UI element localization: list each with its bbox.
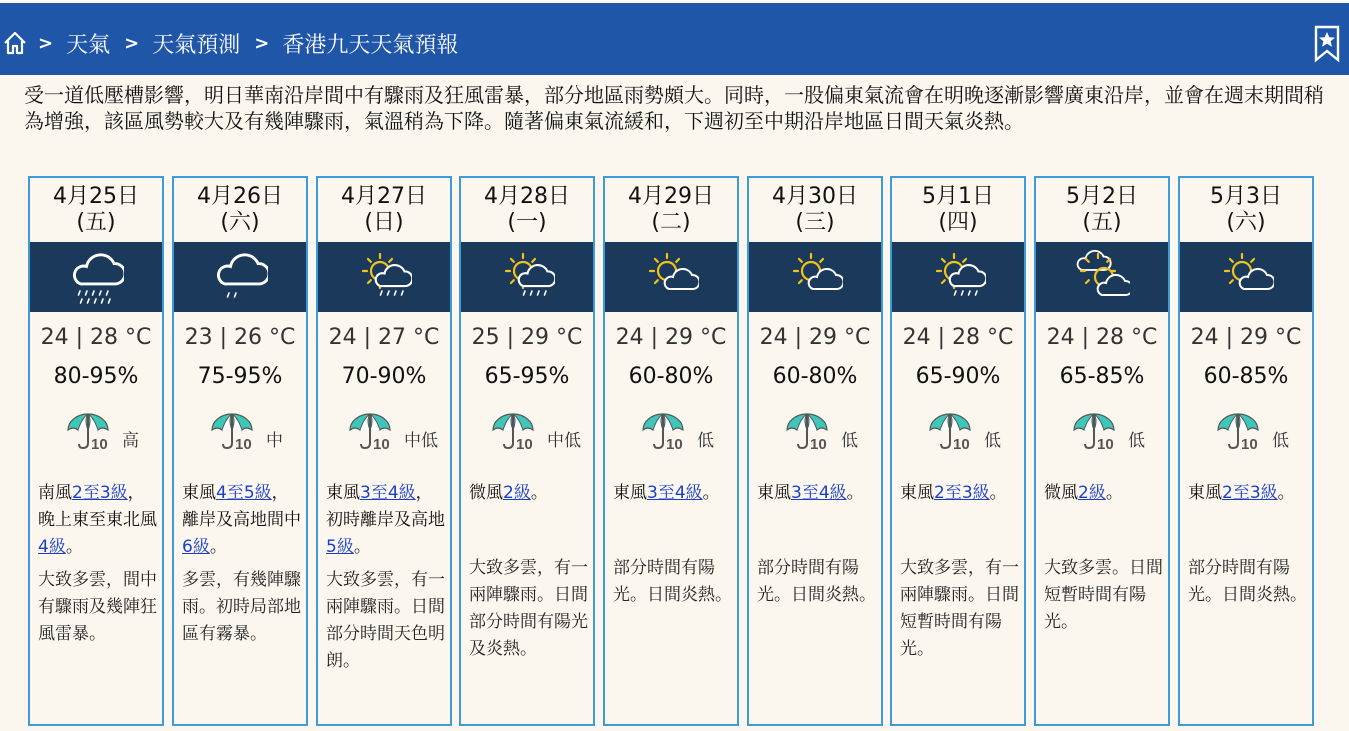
probability-significant-rain: [30, 412, 162, 456]
forecast-date: 5月2日: [1066, 184, 1138, 209]
forecast-day-card: [1034, 176, 1170, 726]
weather-icon-band: [1036, 242, 1168, 312]
forecast-day-card: [28, 176, 164, 726]
forecast-weekday: (三): [795, 210, 835, 235]
relative-humidity: 80-95%: [53, 364, 139, 389]
svg-text:10: 10: [373, 436, 390, 453]
wind-forecast: [900, 480, 1020, 507]
wind-text: 東風: [1188, 483, 1222, 503]
weather-description: 大致多雲，間中有驟雨及幾陣狂風雷暴。: [38, 570, 157, 644]
wind-forecast: [469, 480, 589, 507]
wind-force-link[interactable]: 3至4級: [791, 483, 847, 503]
psr-level: 低: [697, 431, 714, 451]
relative-humidity: 65-85%: [1059, 364, 1145, 389]
svg-text:10: 10: [1241, 436, 1258, 453]
bookmark-star-icon[interactable]: [1314, 25, 1340, 63]
wind-force-link[interactable]: 6級: [182, 537, 210, 557]
sunny-periods-icon: [1218, 249, 1274, 305]
wind-force-link[interactable]: 2至3級: [72, 483, 128, 503]
wind-text: 東風: [613, 483, 647, 503]
wind-force-link[interactable]: 5級: [326, 537, 354, 557]
breadcrumb-weather[interactable]: 天氣: [66, 32, 111, 58]
umbrella-psr-icon: [64, 412, 114, 454]
wind-force-link[interactable]: 2級: [1078, 483, 1106, 503]
wind-force-link[interactable]: 4至5級: [216, 483, 272, 503]
probability-significant-rain: [318, 412, 450, 456]
umbrella-psr-icon: [926, 412, 976, 454]
wind-text: 微風: [469, 483, 503, 503]
weather-description: 部分時間有陽光。日間炎熱。: [757, 558, 876, 605]
wind-text: ，離岸及高地間中: [182, 483, 301, 530]
wind-force-link[interactable]: 2級: [503, 483, 531, 503]
svg-text:10: 10: [953, 436, 970, 453]
umbrella-psr-icon: [489, 412, 539, 454]
weather-icon-band: [461, 242, 593, 312]
wind-text: 。: [989, 483, 1007, 503]
wind-forecast: [182, 480, 302, 561]
temperature-range: 24 | 28 °C: [40, 325, 152, 350]
psr-level: 中低: [547, 431, 581, 451]
sunny-periods-showers-icon: [356, 249, 412, 305]
weather-description: 部分時間有陽光。日間炎熱。: [1188, 558, 1307, 605]
svg-text:10: 10: [810, 436, 827, 453]
psr-level: 高: [122, 431, 139, 451]
wind-text: 東風: [757, 483, 791, 503]
temperature-range: 24 | 29 °C: [615, 325, 727, 350]
wind-text: 。: [846, 483, 864, 503]
wind-text: 。: [353, 537, 371, 557]
wind-forecast: [1044, 480, 1164, 507]
wind-forecast: [1188, 480, 1308, 507]
wind-force-link[interactable]: 2至3級: [1222, 483, 1278, 503]
weather-description: 大致多雲，有一兩陣驟雨。日間部分時間有陽光及炎熱。: [469, 558, 588, 659]
psr-level: 低: [1128, 431, 1145, 451]
umbrella-psr-icon: [1070, 412, 1120, 454]
forecast-date: 4月27日: [341, 184, 427, 209]
forecast-day-card: [890, 176, 1026, 726]
forecast-date: 4月30日: [772, 184, 858, 209]
breadcrumb-separator: >: [124, 32, 140, 54]
forecast-date: 4月28日: [484, 184, 570, 209]
temperature-range: 24 | 27 °C: [328, 325, 440, 350]
forecast-weekday: (五): [76, 210, 116, 235]
breadcrumb: [0, 28, 472, 58]
temperature-range: 24 | 29 °C: [1190, 325, 1302, 350]
forecast-day-card: [172, 176, 308, 726]
light-rain-icon: [212, 249, 268, 305]
wind-text: 。: [209, 537, 227, 557]
breadcrumb-separator: >: [254, 32, 270, 54]
forecast-weekday: (六): [1226, 210, 1266, 235]
probability-significant-rain: [461, 412, 593, 456]
forecast-day-card: [1178, 176, 1314, 726]
forecast-weekday: (日): [364, 210, 404, 235]
psr-level: 中低: [404, 431, 438, 451]
svg-text:10: 10: [235, 436, 252, 453]
breadcrumb-separator: >: [38, 32, 54, 54]
sunny-periods-showers-icon: [930, 249, 986, 305]
umbrella-psr-icon: [639, 412, 689, 454]
probability-significant-rain: [1180, 412, 1312, 456]
umbrella-psr-icon: [208, 412, 258, 454]
forecast-date: 4月26日: [197, 184, 283, 209]
svg-text:10: 10: [516, 436, 533, 453]
weather-description: 大致多雲。日間短暫時間有陽光。: [1044, 558, 1163, 632]
breadcrumb-forecast[interactable]: 天氣預測: [152, 32, 241, 58]
wind-force-link[interactable]: 2至3級: [934, 483, 990, 503]
forecast-day-card: [459, 176, 595, 726]
forecast-weekday: (五): [1082, 210, 1122, 235]
weather-icon-band: [318, 242, 450, 312]
weather-description: 大致多雲，有一兩陣驟雨。日間部分時間天色明朗。: [326, 570, 445, 671]
weather-icon-band: [30, 242, 162, 312]
forecast-date: 5月1日: [922, 184, 994, 209]
forecast-weekday: (六): [220, 210, 260, 235]
rain-showers-icon: [68, 249, 124, 305]
probability-significant-rain: [174, 412, 306, 456]
wind-force-link[interactable]: 3至4級: [360, 483, 416, 503]
wind-text: 。: [1277, 483, 1295, 503]
relative-humidity: 65-95%: [484, 364, 570, 389]
relative-humidity: 65-90%: [915, 364, 1001, 389]
wind-text: 南風: [38, 483, 72, 503]
relative-humidity: 60-85%: [1203, 364, 1289, 389]
forecast-day-card: [316, 176, 452, 726]
weather-description: 大致多雲，有一兩陣驟雨。日間短暫時間有陽光。: [900, 558, 1019, 659]
home-icon[interactable]: [2, 30, 28, 56]
wind-text: 。: [1105, 483, 1123, 503]
sunny-intervals-icon: [1074, 249, 1130, 305]
forecast-date: 4月25日: [53, 184, 139, 209]
probability-significant-rain: [605, 412, 737, 456]
temperature-range: 24 | 29 °C: [759, 325, 871, 350]
forecast-day-card: [747, 176, 883, 726]
wind-forecast: [326, 480, 446, 561]
header-bar: [0, 3, 1349, 75]
wind-forecast: [613, 480, 733, 507]
probability-significant-rain: [1036, 412, 1168, 456]
wind-forecast: [38, 480, 158, 561]
wind-text: ，晚上東至東北風: [38, 483, 157, 530]
sunny-periods-icon: [787, 249, 843, 305]
temperature-range: 23 | 26 °C: [184, 325, 296, 350]
weather-icon-band: [749, 242, 881, 312]
wind-forecast: [757, 480, 877, 507]
weather-icon-band: [605, 242, 737, 312]
weather-icon-band: [892, 242, 1024, 312]
weather-icon-band: [1180, 242, 1312, 312]
wind-force-link[interactable]: 3至4級: [647, 483, 703, 503]
relative-humidity: 60-80%: [772, 364, 858, 389]
forecast-date: 4月29日: [628, 184, 714, 209]
psr-level: 低: [1272, 431, 1289, 451]
forecast-day-card: [603, 176, 739, 726]
sunny-periods-showers-icon: [499, 249, 555, 305]
weather-description: 部分時間有陽光。日間炎熱。: [613, 558, 732, 605]
wind-text: ，初時離岸及高地: [326, 483, 445, 530]
wind-text: 東風: [182, 483, 216, 503]
forecast-weekday: (一): [507, 210, 547, 235]
wind-text: 。: [65, 537, 83, 557]
wind-text: 東風: [900, 483, 934, 503]
forecast-weekday: (二): [651, 210, 691, 235]
wind-text: 。: [530, 483, 548, 503]
forecast-weekday: (四): [938, 210, 978, 235]
probability-significant-rain: [892, 412, 1024, 456]
svg-text:10: 10: [1097, 436, 1114, 453]
relative-humidity: 60-80%: [628, 364, 714, 389]
umbrella-psr-icon: [346, 412, 396, 454]
svg-text:10: 10: [91, 436, 108, 453]
psr-level: 低: [841, 431, 858, 451]
psr-level: 中: [266, 431, 283, 451]
wind-text: 。: [702, 483, 720, 503]
weather-icon-band: [174, 242, 306, 312]
umbrella-psr-icon: [1214, 412, 1264, 454]
wind-text: 微風: [1044, 483, 1078, 503]
svg-text:10: 10: [666, 436, 683, 453]
psr-level: 低: [984, 431, 1001, 451]
wind-text: 東風: [326, 483, 360, 503]
sunny-periods-icon: [643, 249, 699, 305]
temperature-range: 24 | 28 °C: [902, 325, 1014, 350]
forecast-date: 5月3日: [1210, 184, 1282, 209]
umbrella-psr-icon: [783, 412, 833, 454]
probability-significant-rain: [749, 412, 881, 456]
weather-description: 多雲，有幾陣驟雨。初時局部地區有霧暴。: [182, 570, 301, 644]
wind-force-link[interactable]: 4級: [38, 537, 66, 557]
relative-humidity: 70-90%: [341, 364, 427, 389]
forecast-summary: 受一道低壓槽影響，明日華南沿岸間中有驟雨及狂風雷暴，部分地區雨勢頗大。同時，一股偏東氣流會在明晚逐漸影響廣東沿岸，並會在週末期間稍為增強，該區風勢較大及有幾陣驟雨，氣溫稍為下降。隨著偏東氣流緩和，下週初至中期沿岸地區日間天氣炎熱。: [24, 83, 1324, 133]
breadcrumb-current-page: 香港九天天氣預報: [282, 32, 459, 58]
relative-humidity: 75-95%: [197, 364, 283, 389]
temperature-range: 25 | 29 °C: [471, 325, 583, 350]
temperature-range: 24 | 28 °C: [1046, 325, 1158, 350]
